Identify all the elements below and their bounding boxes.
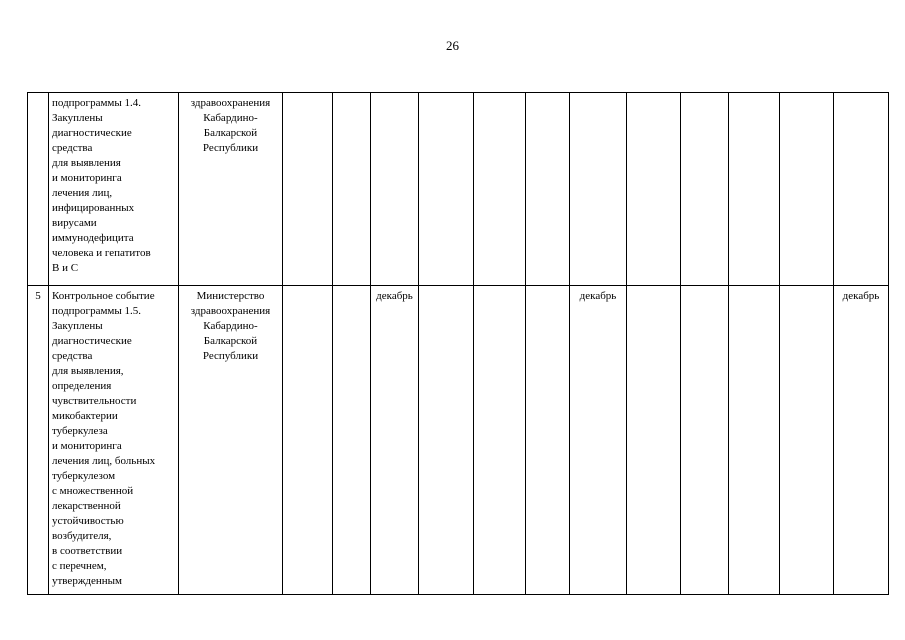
executor: Министерство здравоохранения Кабардино- Балкарской Республики bbox=[179, 286, 283, 595]
table-row bbox=[28, 286, 889, 595]
period-cell bbox=[627, 93, 681, 286]
period-cell bbox=[283, 93, 333, 286]
period-cell bbox=[371, 93, 419, 286]
period-cell bbox=[526, 93, 570, 286]
period-cell bbox=[570, 93, 627, 286]
row-number bbox=[28, 93, 49, 286]
page-number: 26 bbox=[446, 38, 459, 53]
period-cell bbox=[780, 93, 834, 286]
period-cell bbox=[419, 286, 474, 595]
event-description: Контрольное событие подпрограммы 1.5. Закуплены диагностические средства для выявления, определения чувствительности микобактерии туберкулеза и мониторинга лечения лиц, больных туберкулезом с множественной лекарственной устойчивостью возбудителя, в соответствии с перечнем, утвержденным bbox=[49, 286, 179, 595]
period-cell: декабрь bbox=[570, 286, 627, 595]
period-cell bbox=[780, 286, 834, 595]
period-cell bbox=[474, 286, 526, 595]
period-cell bbox=[834, 93, 889, 286]
period-cell bbox=[729, 93, 780, 286]
period-cell: декабрь bbox=[834, 286, 889, 595]
row-number: 5 bbox=[28, 286, 49, 595]
plan-table bbox=[27, 92, 889, 595]
period-cell: декабрь bbox=[371, 286, 419, 595]
period-cell bbox=[333, 93, 371, 286]
period-cell bbox=[283, 286, 333, 595]
table-row bbox=[28, 93, 889, 286]
period-cell bbox=[729, 286, 780, 595]
period-cell bbox=[474, 93, 526, 286]
period-cell bbox=[526, 286, 570, 595]
period-cell bbox=[627, 286, 681, 595]
period-cell bbox=[681, 286, 729, 595]
period-cell bbox=[333, 286, 371, 595]
period-cell bbox=[681, 93, 729, 286]
period-cell bbox=[419, 93, 474, 286]
event-description: подпрограммы 1.4. Закуплены диагностические средства для выявления и мониторинга лечения лиц, инфицированных вирусами иммунодефицита человека и гепатитов В и С bbox=[49, 93, 179, 286]
executor: здравоохранения Кабардино- Балкарской Республики bbox=[179, 93, 283, 286]
